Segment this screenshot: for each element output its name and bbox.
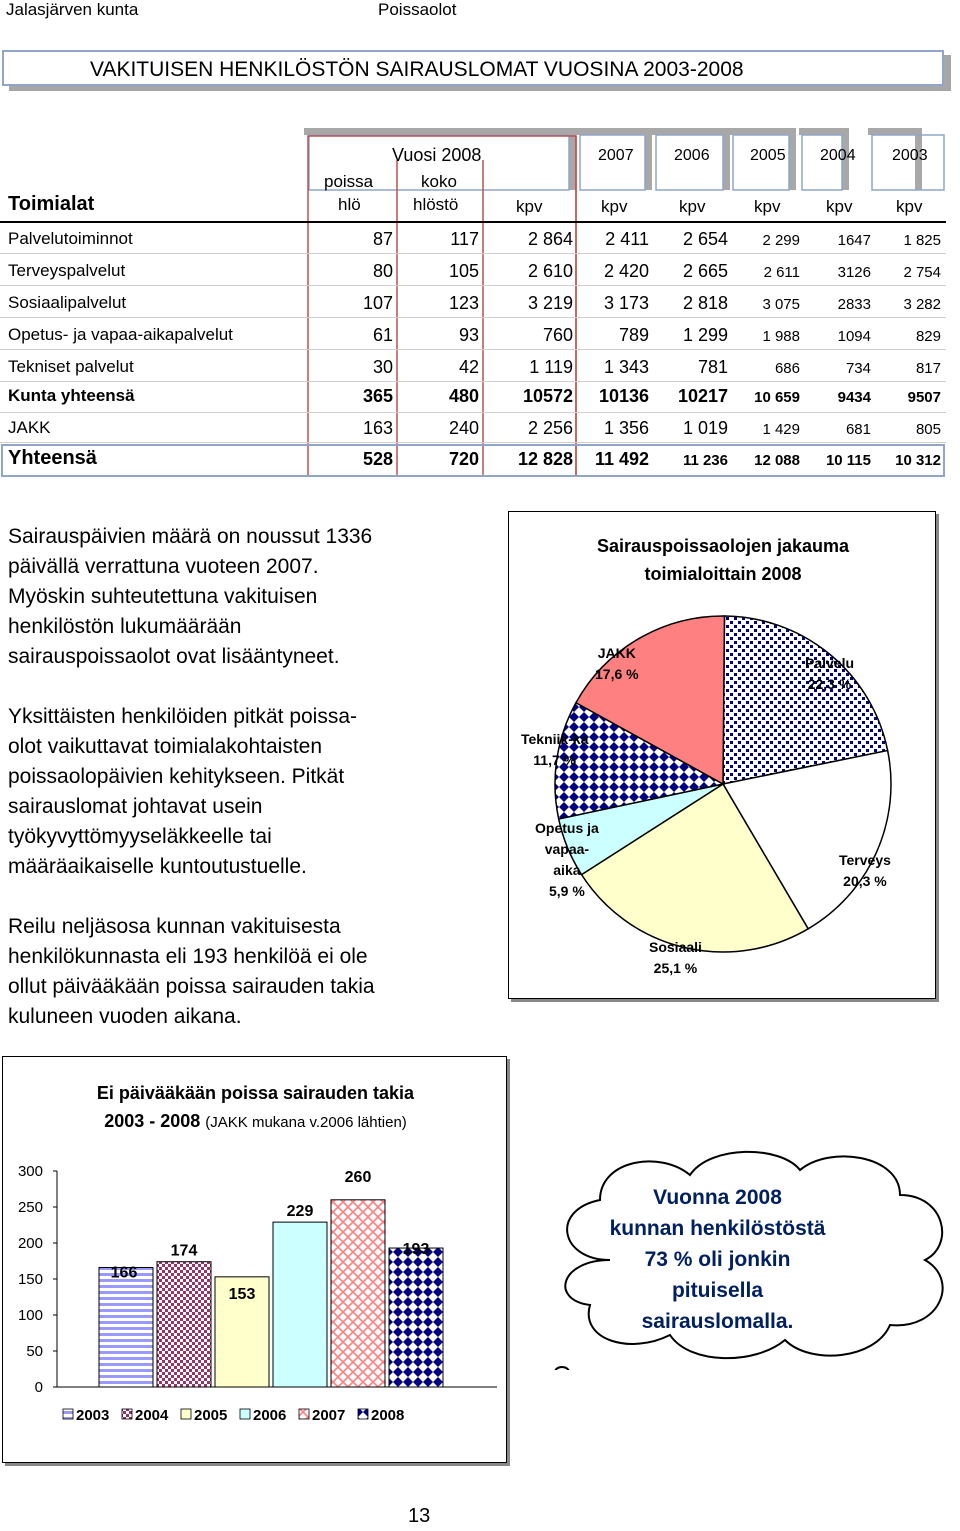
- table-row-label: Terveyspalvelut: [8, 261, 126, 280]
- pie-label-line: Palvelu: [805, 655, 855, 671]
- table-cell-k: 240: [448, 418, 479, 438]
- table-cell-c2006: 2 654: [682, 229, 728, 249]
- pie-label-line: Opetus ja: [535, 820, 599, 836]
- table-cell-c2003: 829: [915, 328, 941, 345]
- pie-label-opetus: [535, 818, 599, 902]
- table-cell-p: 30: [372, 357, 393, 377]
- table-cell-c2007: 1 356: [603, 418, 649, 438]
- table-cell-k: 42: [458, 357, 479, 377]
- subhead-poissa-2: hlö: [338, 195, 361, 214]
- p1-line: henkilöstön lukumäärään: [8, 615, 242, 638]
- subhead-kpv-2004: kpv: [826, 197, 853, 216]
- pie-label-palvelu: [805, 653, 854, 695]
- bar-value-label: 174: [170, 1242, 198, 1260]
- table-cell-c2005: 12 088: [754, 452, 800, 469]
- table-cell-c2005: 2 611: [763, 264, 800, 281]
- table-cell-p: 365: [362, 386, 393, 406]
- table-cell-c2007: 3 173: [603, 293, 649, 313]
- legend-label: 2003: [76, 1407, 110, 1424]
- pie-label-line: Sosiaali: [649, 939, 702, 955]
- table-cell-p: 61: [372, 325, 393, 345]
- bar-value-label: 153: [228, 1285, 256, 1303]
- pie-label-line: 20,3 %: [843, 873, 887, 889]
- table-cell-c2004: 1094: [837, 328, 871, 345]
- page-title: VAKITUISEN HENKILÖSTÖN SAIRAUSLOMAT VUOSINA 2003-2008: [90, 58, 744, 81]
- subhead-kpv-2006: kpv: [679, 197, 706, 216]
- table-cell-c2008: 2 864: [527, 229, 573, 249]
- cloud-line: Vuonna 2008: [653, 1186, 782, 1209]
- p2-line: määräaikaiselle kuntoutustuelle.: [8, 855, 307, 878]
- legend-label: 2006: [253, 1407, 287, 1424]
- table-cell-c2008: 10572: [522, 386, 573, 406]
- pie-label-line: Terveys: [839, 852, 891, 868]
- table-cell-c2004: 10 115: [825, 452, 871, 469]
- subhead-kpv-2005: kpv: [754, 197, 781, 216]
- table-cell-c2007: 2 411: [605, 229, 649, 249]
- table-cell-c2008: 2 256: [527, 418, 573, 438]
- table-cell-c2006: 781: [697, 357, 728, 377]
- bar-2008: [389, 1248, 443, 1387]
- table-cell-c2004: 9434: [837, 389, 871, 406]
- table-row-divider: [0, 285, 946, 286]
- bar-2004: [157, 1262, 211, 1387]
- bar-subtitle: 2003 - 2008: [104, 1111, 201, 1131]
- table-cell-c2008: 12 828: [517, 449, 573, 469]
- table-cell-p: 87: [372, 229, 393, 249]
- pie-label-line: 22,3 %: [807, 676, 852, 692]
- bar-value-label: 166: [110, 1264, 138, 1282]
- y-tick-label: 100: [17, 1307, 43, 1324]
- table-cell-c2006: 1 019: [682, 418, 728, 438]
- table-row-divider: [0, 253, 946, 254]
- legend-label: 2008: [371, 1407, 405, 1424]
- legend-swatch: [181, 1409, 191, 1419]
- table-cell-c2006: 2 665: [682, 261, 728, 281]
- pie-title-line-2: toimialoittain 2008: [644, 564, 802, 584]
- p1-line: päivällä verrattuna vuoteen 2007.: [8, 555, 319, 578]
- bar-chart: [3, 1057, 508, 1464]
- table-row-label: Tekniset palvelut: [8, 357, 134, 376]
- table-cell-c2003: 805: [915, 421, 941, 438]
- table-cell-c2003: 2 754: [903, 264, 941, 281]
- table-cell-k: 480: [448, 386, 479, 406]
- table-cell-c2006: 1 299: [682, 325, 728, 345]
- year-header-2003: 2003: [892, 147, 928, 164]
- paragraph-long-absences: [8, 702, 448, 882]
- pie-label-line: Tekniik-ka: [521, 731, 589, 747]
- table-cell-c2006: 10217: [677, 386, 728, 406]
- p2-line: olot vaikuttavat toimialakohtaisten: [8, 735, 323, 758]
- table-cell-c2005: 1 429: [762, 421, 800, 438]
- bar-chart-box: [2, 1056, 507, 1463]
- table-row-label: Sosiaalipalvelut: [8, 293, 127, 312]
- p1-line: Myöskin suhteutettuna vakituisen: [8, 585, 318, 608]
- cloud-line: kunnan henkilöstöstä: [609, 1217, 826, 1240]
- cloud-line: sairauslomalla.: [641, 1310, 794, 1333]
- table-corner-label: Toimialat: [8, 193, 95, 215]
- table-cell-c2004: 734: [845, 360, 871, 377]
- table-cell-c2004: 3126: [837, 264, 871, 281]
- table-row-divider: [0, 412, 946, 413]
- table-cell-c2004: 2833: [837, 296, 871, 313]
- table-cell-c2005: 3 075: [762, 296, 800, 313]
- pie-chart-box: [508, 511, 936, 999]
- year-header-2005: 2005: [750, 147, 786, 164]
- table-cell-c2003: 9507: [907, 389, 941, 406]
- pie-label-line: 17,6 %: [595, 666, 639, 682]
- legend-swatch: [63, 1409, 73, 1419]
- table-cell-c2004: 1647: [837, 232, 871, 249]
- table-cell-c2005: 686: [774, 360, 800, 377]
- table-cell-c2008: 3 219: [527, 293, 573, 313]
- table-cell-c2003: 1 825: [903, 232, 941, 249]
- y-tick-label: 150: [17, 1271, 43, 1288]
- table-cell-c2008: 760: [542, 325, 573, 345]
- table-row-divider: [0, 442, 946, 443]
- table-cell-c2007: 789: [618, 325, 649, 345]
- table-cell-p: 80: [372, 261, 393, 281]
- legend-swatch: [358, 1409, 368, 1419]
- table-cell-p: 528: [362, 449, 393, 469]
- bar-2003: [99, 1267, 153, 1387]
- table-cell-c2006: 11 236: [682, 452, 728, 469]
- table-cell-c2006: 2 818: [682, 293, 728, 313]
- subhead-koko-2: hlöstö: [413, 195, 459, 214]
- table-cell-c2005: 2 299: [762, 232, 800, 249]
- pie-label-line: JAKK: [597, 645, 636, 661]
- paragraph-increase: [8, 522, 448, 672]
- table-row-divider: [0, 381, 946, 382]
- table-row-label: Kunta yhteensä: [8, 386, 135, 405]
- table-cell-c2008: 1 119: [529, 357, 573, 377]
- year-header-2007: 2007: [598, 147, 634, 164]
- table-cell-c2003: 3 282: [903, 296, 941, 313]
- year-header-2006: 2006: [674, 147, 710, 164]
- pie-label-sosiaali: [649, 937, 702, 979]
- y-tick-label: 200: [17, 1235, 43, 1252]
- table-cell-k: 123: [448, 293, 479, 313]
- legend-label: 2005: [194, 1407, 228, 1424]
- table-row-divider: [0, 349, 946, 350]
- table-cell-c2003: 817: [915, 360, 941, 377]
- cloud-tail-dot: [555, 1367, 569, 1370]
- table-cell-c2005: 10 659: [754, 389, 800, 406]
- p2-line: Yksittäisten henkilöiden pitkät poissa-: [8, 705, 358, 728]
- y-tick-label: 300: [17, 1163, 43, 1180]
- p3-line: ollut päivääkään poissa sairauden takia: [8, 975, 375, 998]
- p1-line: Sairauspäivien määrä on noussut 1336: [8, 525, 373, 548]
- table-cell-c2005: 1 988: [762, 328, 800, 345]
- p2-line: työkyvyttömyyseläkkeelle tai: [8, 825, 272, 848]
- y-tick-label: 50: [26, 1343, 43, 1360]
- legend-label: 2007: [312, 1407, 346, 1424]
- table-row-label: JAKK: [8, 418, 51, 437]
- table-cell-c2004: 681: [845, 421, 871, 438]
- table-cell-c2008: 2 610: [527, 261, 573, 281]
- subhead-kpv-2008: kpv: [516, 197, 543, 216]
- legend-swatch: [240, 1409, 250, 1419]
- table-cell-c2007: 2 420: [603, 261, 649, 281]
- cloud-line: 73 % oli jonkin: [644, 1248, 791, 1271]
- pie-label-jakk: [595, 643, 639, 685]
- table-cell-k: 93: [458, 325, 479, 345]
- p3-line: henkilökunnasta eli 193 henkilöä ei ole: [8, 945, 368, 968]
- bar-value-label: 193: [402, 1241, 430, 1259]
- pie-label-line: aika: [553, 862, 581, 878]
- table-cell-c2007: 10136: [598, 386, 649, 406]
- p2-line: sairauslomat johtavat usein: [8, 795, 263, 818]
- bar-value-label: 260: [344, 1168, 372, 1186]
- header-section: Poissaolot: [378, 0, 457, 19]
- legend-label: 2004: [135, 1407, 169, 1424]
- table-cell-k: 720: [448, 449, 479, 469]
- p1-line: sairauspoissaolot ovat lisääntyneet.: [8, 645, 340, 668]
- table-row-label: Yhteensä: [8, 447, 97, 469]
- table-cell-k: 105: [448, 261, 479, 281]
- bar-subtitle-note: (JAKK mukana v.2006 lähtien): [205, 1114, 407, 1131]
- table-row-label: Opetus- ja vapaa-aikapalvelut: [8, 325, 233, 344]
- subhead-poissa-1: poissa: [324, 172, 374, 191]
- pie-label-terveys: [839, 850, 891, 892]
- y-tick-label: 0: [34, 1379, 43, 1396]
- table-row-label: Palvelutoiminnot: [8, 229, 133, 248]
- table-cell-p: 163: [362, 418, 393, 438]
- legend-swatch: [122, 1409, 132, 1419]
- table-cell-k: 117: [450, 229, 479, 249]
- table-cell-c2007: 11 492: [594, 449, 649, 469]
- table-cell-p: 107: [362, 293, 393, 313]
- table-cell-c2007: 1 343: [603, 357, 649, 377]
- subhead-kpv-2003: kpv: [896, 197, 923, 216]
- p3-line: kuluneen vuoden aikana.: [8, 1005, 242, 1028]
- header-organization: Jalasjärven kunta: [6, 0, 139, 19]
- pie-label-line: 25,1 %: [653, 960, 698, 976]
- year-group-2008: Vuosi 2008: [392, 145, 482, 165]
- paragraph-no-absence: [8, 912, 448, 1032]
- table-cell-c2003: 10 312: [895, 452, 941, 469]
- pie-title-line-1: Sairauspoissaolojen jakauma: [596, 536, 850, 556]
- p3-line: Reilu neljäsosa kunnan vakituisesta: [8, 915, 341, 938]
- subhead-kpv-2007: kpv: [601, 197, 628, 216]
- pie-label-line: 5,9 %: [548, 883, 585, 899]
- year-header-2004: 2004: [820, 147, 856, 164]
- bar-2006: [273, 1222, 327, 1387]
- sick-leave-table: [0, 0, 960, 490]
- bar-2007: [331, 1200, 385, 1387]
- bar-title-line-1: Ei päivääkään poissa sairauden takia: [96, 1083, 415, 1103]
- cloud-text: [575, 1182, 860, 1337]
- page-number: 13: [408, 1505, 431, 1527]
- pie-label-line: vapaa-: [544, 841, 590, 857]
- pie-label-line: 11,7 %: [533, 752, 577, 768]
- cloud-line: pituisella: [671, 1279, 764, 1302]
- pie-label-tekniikka: [521, 729, 588, 771]
- subhead-koko-1: koko: [421, 172, 457, 191]
- y-tick-label: 250: [17, 1199, 43, 1216]
- table-row-divider: [0, 317, 946, 318]
- bar-value-label: 229: [286, 1203, 314, 1221]
- legend-swatch: [299, 1409, 309, 1419]
- p2-line: poissaolopäivien kehitykseen. Pitkät: [8, 765, 345, 788]
